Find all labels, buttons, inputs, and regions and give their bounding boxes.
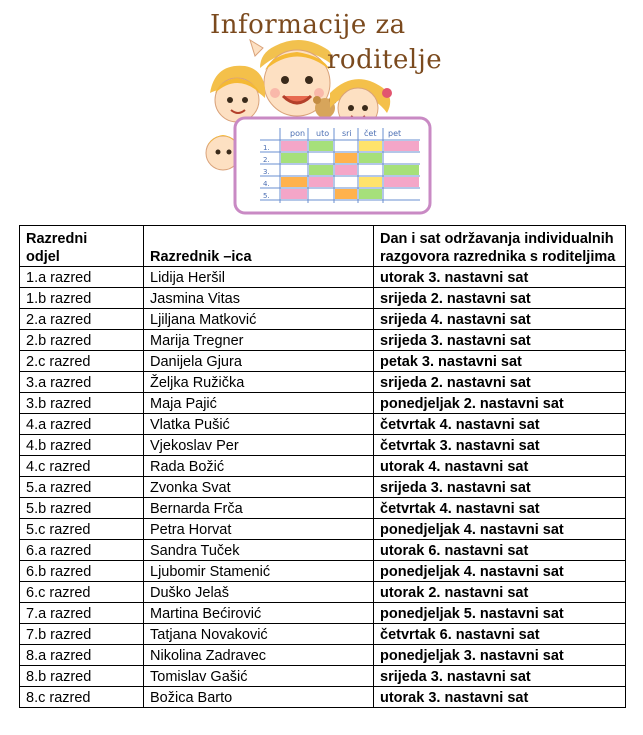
table-row [20,456,626,477]
table-row [20,288,626,309]
table-row [20,666,626,687]
teacher-cell: Ljubomir Stamenić [144,561,374,582]
board-day-label: uto [316,129,330,138]
schedule-table [19,225,626,708]
table-row [20,309,626,330]
class-cell: 3.a razred [20,372,144,393]
teacher-cell: Vjekoslav Per [144,435,374,456]
teacher-cell: Zvonka Svat [144,477,374,498]
board-row-label: 2. [263,156,270,164]
table-row [20,372,626,393]
teacher-cell: Lidija Heršil [144,267,374,288]
time-cell: četvrtak 4. nastavni sat [374,414,626,435]
teacher-cell: Jasmina Vitas [144,288,374,309]
board-cell [359,189,382,199]
teacher-cell: Maja Pajić [144,393,374,414]
table-row [20,540,626,561]
teacher-cell: Ljiljana Matković [144,309,374,330]
board-cell [384,165,419,175]
table-header-row [20,226,626,267]
board-cell [281,141,307,151]
header-time-line2: razgovora razrednika s roditeljima [380,249,616,265]
class-cell: 5.a razred [20,477,144,498]
time-cell: srijeda 3. nastavni sat [374,666,626,687]
time-cell: utorak 6. nastavni sat [374,540,626,561]
board-day-label: čet [364,129,377,138]
table-row [20,330,626,351]
page-title-line2: roditelje [327,45,443,75]
table-row [20,393,626,414]
table-row [20,435,626,456]
teacher-cell: Željka Ružička [144,372,374,393]
board-day-label: pon [290,129,306,138]
class-cell: 1.a razred [20,267,144,288]
board-row-label: 3. [263,168,270,176]
class-cell: 8.b razred [20,666,144,687]
time-cell: četvrtak 3. nastavni sat [374,435,626,456]
board-cell [384,141,419,151]
board-day-label: pet [388,129,402,138]
board-row-label: 4. [263,180,270,188]
teacher-cell: Danijela Gjura [144,351,374,372]
class-cell: 8.a razred [20,645,144,666]
time-cell: utorak 2. nastavni sat [374,582,626,603]
time-cell: ponedjeljak 2. nastavni sat [374,393,626,414]
class-cell: 3.b razred [20,393,144,414]
table-row [20,519,626,540]
table-row [20,582,626,603]
time-cell: četvrtak 4. nastavni sat [374,498,626,519]
table-row [20,477,626,498]
board-cell [335,165,357,175]
class-cell: 6.a razred [20,540,144,561]
time-cell: srijeda 3. nastavni sat [374,477,626,498]
class-cell: 6.b razred [20,561,144,582]
time-cell: ponedjeljak 4. nastavni sat [374,519,626,540]
board-cell [309,177,333,187]
class-cell: 4.c razred [20,456,144,477]
board-cell [309,165,333,175]
teacher-cell: Tatjana Novaković [144,624,374,645]
table-row [20,687,626,708]
board-cell [281,189,307,199]
class-cell: 5.c razred [20,519,144,540]
girl-figure [210,66,265,122]
table-row [20,414,626,435]
time-cell: petak 3. nastavni sat [374,351,626,372]
class-cell: 7.b razred [20,624,144,645]
time-cell: utorak 3. nastavni sat [374,267,626,288]
header-class [20,226,144,267]
class-cell: 8.c razred [20,687,144,708]
header-class-line2: odjel [26,249,60,265]
board-cell [384,177,419,187]
board-cell [281,153,307,163]
class-cell: 2.b razred [20,330,144,351]
time-cell: srijeda 2. nastavni sat [374,372,626,393]
teacher-cell: Martina Bećirović [144,603,374,624]
board-row-label: 1. [263,144,270,152]
time-cell: srijeda 4. nastavni sat [374,309,626,330]
table-body [20,267,626,708]
class-cell: 7.a razred [20,603,144,624]
schedule-board [235,118,430,213]
teacher-cell: Vlatka Pušić [144,414,374,435]
time-cell: srijeda 3. nastavni sat [374,330,626,351]
board-row-label: 5. [263,192,270,200]
teacher-cell: Božica Barto [144,687,374,708]
table-row [20,603,626,624]
teacher-cell: Duško Jelaš [144,582,374,603]
board-cell [335,153,357,163]
teacher-cell: Petra Horvat [144,519,374,540]
table-row [20,267,626,288]
table-row [20,645,626,666]
board-cell [359,177,382,187]
class-cell: 2.a razred [20,309,144,330]
teacher-cell: Bernarda Frča [144,498,374,519]
header-time-line1: Dan i sat održavanja individualnih [380,231,614,247]
class-cell: 4.a razred [20,414,144,435]
time-cell: srijeda 2. nastavni sat [374,288,626,309]
time-cell: četvrtak 6. nastavni sat [374,624,626,645]
time-cell: utorak 3. nastavni sat [374,687,626,708]
class-cell: 1.b razred [20,288,144,309]
page-title-line1: Informacije za [210,10,406,40]
teacher-cell: Marija Tregner [144,330,374,351]
class-cell: 2.c razred [20,351,144,372]
board-cell [281,177,307,187]
header-time [374,226,626,267]
board-cell [309,141,333,151]
board-cell [359,141,382,151]
time-cell: ponedjeljak 3. nastavni sat [374,645,626,666]
board-cell [359,153,382,163]
table-row [20,561,626,582]
class-cell: 4.b razred [20,435,144,456]
class-cell: 5.b razred [20,498,144,519]
teacher-cell: Sandra Tuček [144,540,374,561]
class-cell: 6.c razred [20,582,144,603]
header-teacher: Razrednik –ica [144,226,374,267]
teacher-cell: Tomislav Gašić [144,666,374,687]
header [0,0,643,222]
teacher-cell: Nikolina Zadravec [144,645,374,666]
board-day-label: sri [342,129,352,138]
header-class-line1: Razredni [26,231,88,247]
time-cell: ponedjeljak 5. nastavni sat [374,603,626,624]
table-row [20,624,626,645]
table-row [20,351,626,372]
board-cell [335,189,357,199]
time-cell: utorak 4. nastavni sat [374,456,626,477]
table-row [20,498,626,519]
time-cell: ponedjeljak 4. nastavni sat [374,561,626,582]
teacher-cell: Rada Božić [144,456,374,477]
